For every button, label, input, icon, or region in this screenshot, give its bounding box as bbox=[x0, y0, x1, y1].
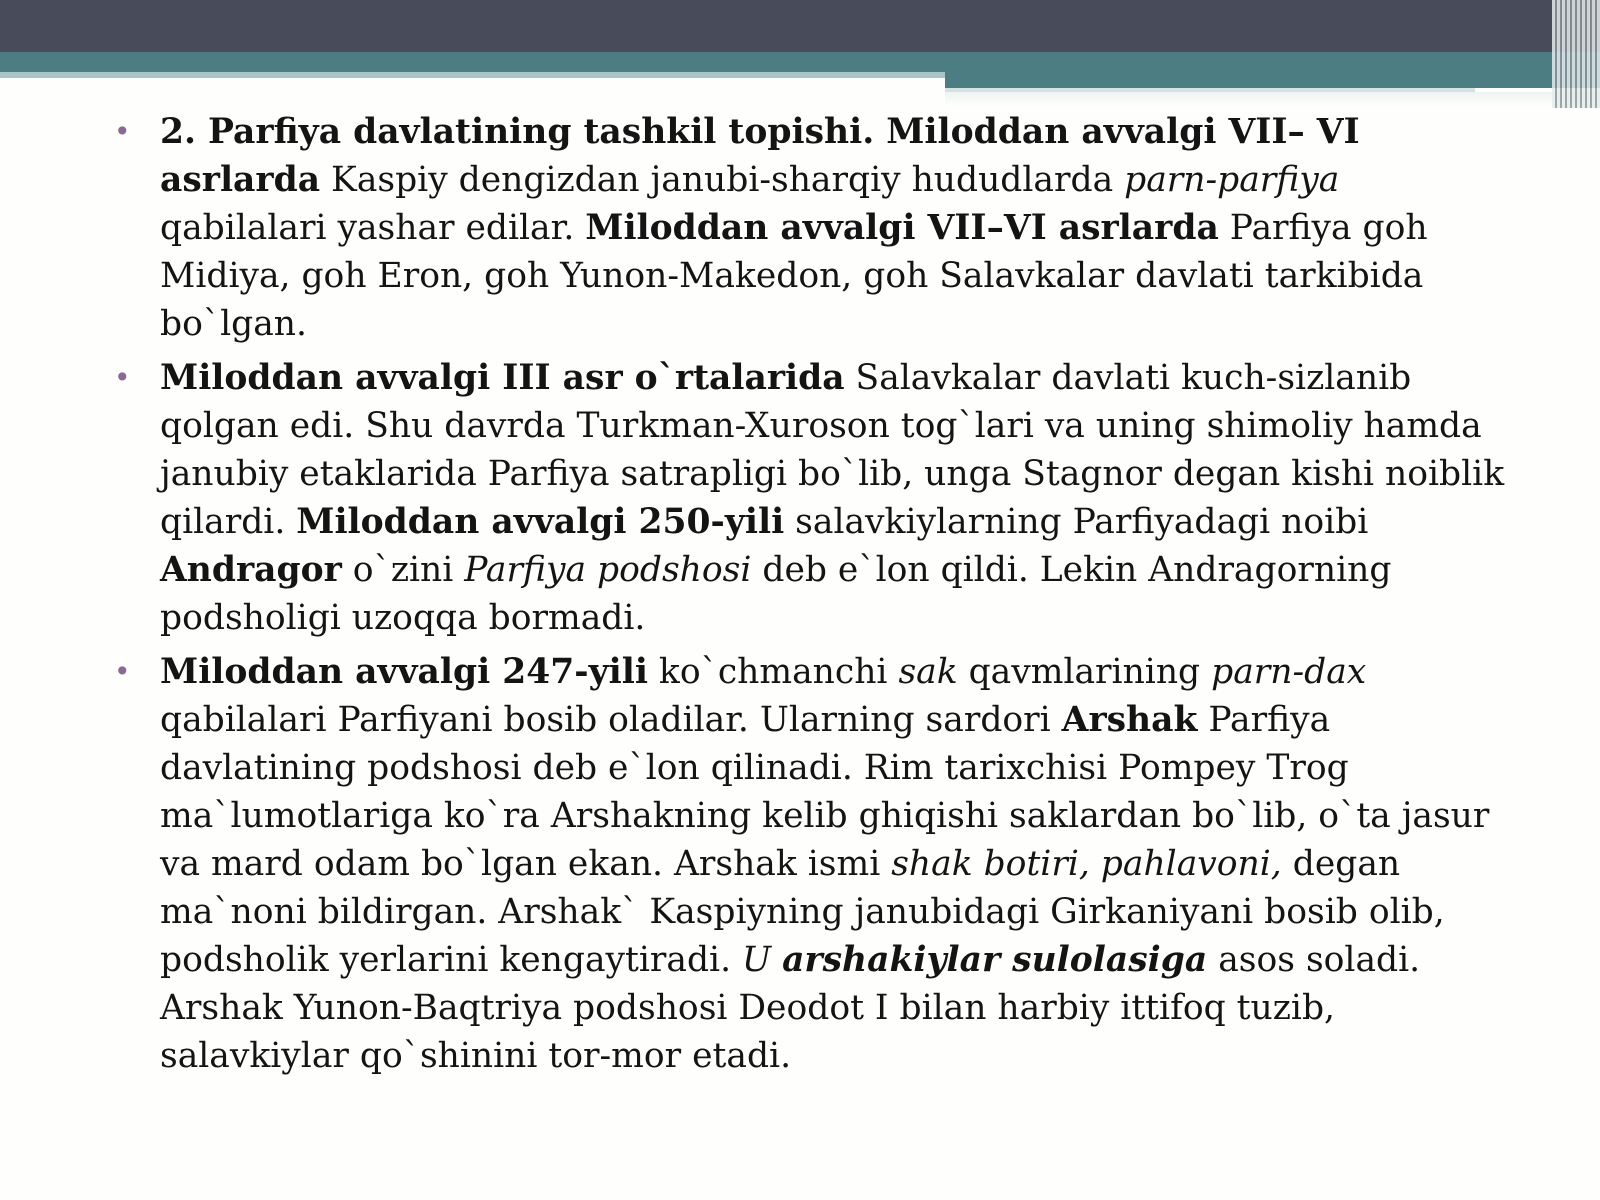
paragraph-3-italic-4: U bbox=[742, 940, 783, 980]
paragraph-3-text-4: Parfiya davlatining podshosi deb e`lon qilinadi. Rim tarixchisi Pompey Trog ma`lumotlariga ko`ra Arshakning kelib ghiqishi saklardan bo`lib, o`ta jasur va mard odam bo`lgan ekan. Arshak ismi bbox=[160, 700, 1490, 884]
paragraph-1-text-2: qabilalari yashar edilar. bbox=[160, 208, 586, 248]
paragraph-3-text-3: qabilalari Parfiyani bosib oladilar. Ularning sardori bbox=[160, 700, 1062, 740]
paragraph-3-text-6: asos soladi. Arshak Yunon-Baqtriya podshosi Deodot I bilan harbiy ittifoq tuzib, salavkiylar qo`shinini tor-mor etadi. bbox=[160, 940, 1421, 1076]
paragraph-2-text-3: o`zini bbox=[341, 550, 465, 590]
header-bar-highlight bbox=[0, 72, 945, 78]
header-bar-step bbox=[945, 72, 1600, 88]
paragraph-2 bbox=[110, 354, 1510, 642]
bullet-icon: • bbox=[114, 361, 131, 394]
paragraph-2-text-4: deb e`lon qildi. Lekin Andragorning podsholigi uzoqqa bormadi. bbox=[160, 550, 1392, 638]
paragraph-1-bold-1: 2. Parfiya davlatining tashkil topishi. Miloddan avvalgi VII– VI asrlarda bbox=[160, 112, 1360, 200]
paragraph-3-bold-italic-1: arshakiylar sulolasiga bbox=[782, 940, 1208, 980]
paragraph-3-text-2: qavmlarining bbox=[957, 652, 1212, 692]
paragraph-3-italic-2: parn-dax bbox=[1211, 652, 1367, 692]
paragraph-2-bold-2: Miloddan avvalgi 250-yili bbox=[296, 502, 785, 542]
header-bar-teal bbox=[0, 52, 1600, 72]
paragraph-2-text-2: salavkiylarning Parfiyadagi noibi bbox=[784, 502, 1369, 542]
paragraph-2-italic-1: Parfiya podshosi bbox=[464, 550, 752, 590]
header-bar-step-fade bbox=[945, 92, 1600, 106]
paragraph-2-bold-1: Miloddan avvalgi III asr o`rtalarida bbox=[160, 358, 845, 398]
paragraph-1 bbox=[110, 108, 1510, 348]
paragraph-3-bold-1: Miloddan avvalgi 247-yili bbox=[160, 652, 648, 692]
paragraph-3-text-1: ko`chmanchi bbox=[647, 652, 899, 692]
slide-content-list bbox=[110, 108, 1510, 1086]
bullet-icon: • bbox=[114, 115, 131, 148]
header-bar-dark bbox=[0, 0, 1600, 52]
paragraph-3-bold-2: Arshak bbox=[1061, 700, 1198, 740]
paragraph-2-bold-3: Andragor bbox=[160, 550, 342, 590]
paragraph-3 bbox=[110, 648, 1510, 1080]
paragraph-1-bold-2: Miloddan avvalgi VII–VI asrlarda bbox=[585, 208, 1219, 248]
paragraph-1-text-3: Parfiya goh Midiya, goh Eron, goh Yunon-Makedon, goh Salavkalar davlati tarkibida bo`lgan. bbox=[160, 208, 1428, 344]
bullet-icon: • bbox=[114, 655, 131, 688]
paragraph-2-text-1: Salavkalar davlati kuch-sizlanib qolgan edi. Shu davrda Turkman-Xuroson tog`lari va uning shimoliy hamda janubiy etaklarida Parfiya satrapligi bo`lib, unga Stagnor degan kishi noiblik qilardi. bbox=[160, 358, 1505, 542]
paragraph-3-italic-1: sak bbox=[898, 652, 958, 692]
paragraph-3-italic-3: shak botiri, pahlavoni, bbox=[891, 844, 1282, 884]
header-edge-stripes bbox=[1552, 0, 1600, 108]
paragraph-1-text-1: Kaspiy dengizdan janubi-sharqiy hududlarda bbox=[320, 160, 1125, 200]
paragraph-3-text-5: degan ma`noni bildirgan. Arshak` Kaspiyning janubidagi Girkaniyani bosib olib, podsholik yerlarini kengaytiradi. bbox=[160, 844, 1445, 980]
paragraph-1-italic-1: parn-parfiya bbox=[1124, 160, 1340, 200]
